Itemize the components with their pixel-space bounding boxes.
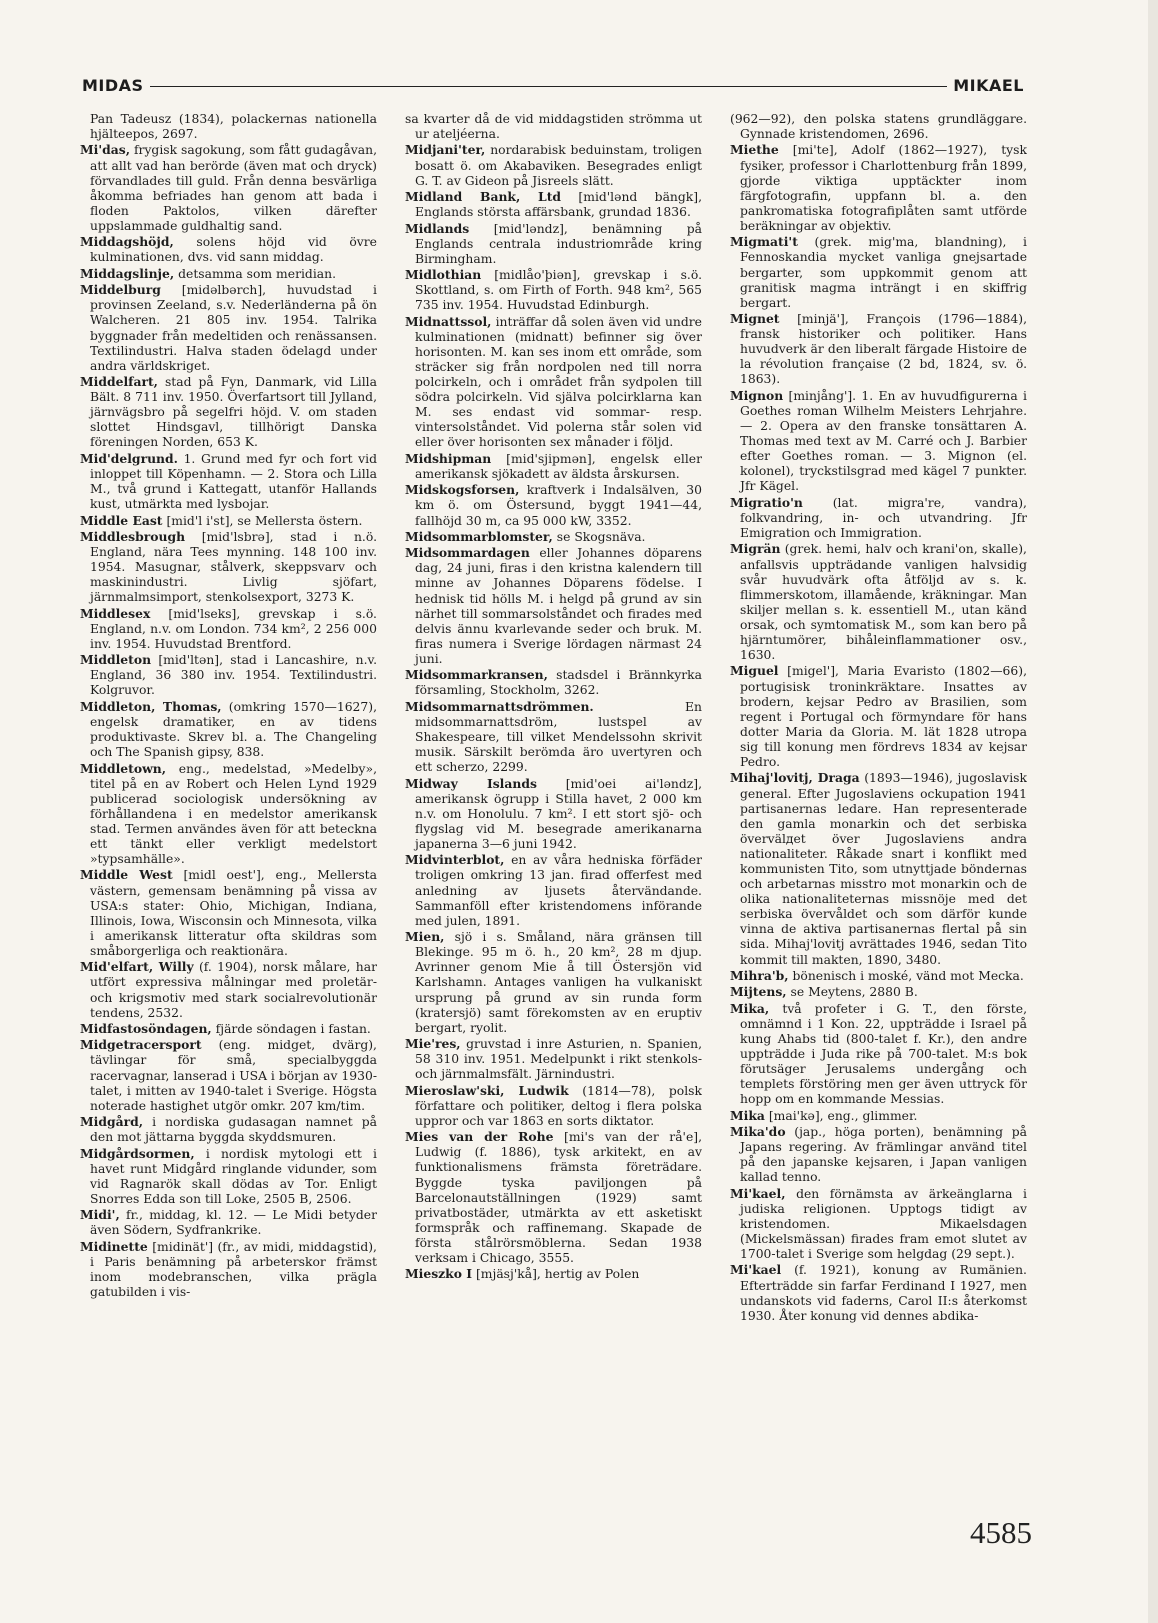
dictionary-entry [80,652,377,698]
entry-text: [migel'], Maria Evaristo (1802—66), portugisisk troninkräktare. Insattes av brodern, kejsar Pedro av Brasilien, som regent i Portugal och förmyndare för hans dotter Maria da Gloria. M. lät 1828 utropa sig till konung men fördrevs 1834 av kejsar Pedro. [740,664,1027,770]
entry-text: [midinät'] (fr., av midi, middagstid), i Paris benämning på arbeterskor främst inom modebranschen, vilka prägla gatubilden i vis- [90,1239,377,1300]
entry-text: [mid'l i'st], se Mellersta östern. [166,513,363,528]
dictionary-entry [405,1129,702,1266]
entry-headword: Middleton, Thomas, [80,698,222,714]
dictionary-entry [730,541,1027,663]
running-head-rule [150,86,948,87]
entry-text: (jap., höga porten), benämning på Japans regering. Av främlingar använd titel på den japanske kejsaren, i Japan vanligen kallad tenno. [740,1125,1027,1185]
entry-headword: Mignon [730,387,784,403]
entry-headword: Midi', [80,1207,120,1223]
entry-headword: Middle West [80,867,173,883]
dictionary-entry [405,314,702,451]
entry-headword: Miguel [730,663,779,679]
dictionary-entry [405,667,702,698]
entry-headword: Middletown, [80,760,166,776]
entry-headword: Middlesbrough [80,528,186,544]
entry-text: [midlåo'þiən], grevskap i s.ö. Skottland, s. om Firth of Forth. 948 km², 565 735 inv. 1954. Huvudstad Edinburgh. [415,268,702,313]
entry-text: eng., medelstad, »Medelby», titel på en av Robert och Helen Lynd 1929 publicerad sociologisk undersökning av förhållandena i en medelstor amerikansk stad. Termen användes även för att beteckna ett tänkt eller verkligt medelstort »typsamhälle». [90,761,377,867]
entry-headword: Mies van der Rohe [405,1129,554,1145]
entry-headword: Mieszko I [405,1266,473,1282]
entry-headword: Mid'delgrund. [80,450,178,466]
running-head [82,75,1024,95]
entry-headword: Mika'do [730,1124,786,1140]
entry-headword: Midway Islands [405,775,537,791]
entry-headword: Midsommarblomster, [405,528,553,544]
entry-text: (1814—78), polsk författare och politiker, deltog i flera polska uppror och var 1863 en sorts diktator. [415,1083,702,1128]
entry-headword: Mid'elfart, Willy [80,959,194,975]
entry-headword: Midinette [80,1238,148,1254]
entry-text: [mid'sjipmən], engelsk eller amerikansk sjökadett av äldsta årskursen. [415,451,702,481]
dictionary-entry [405,142,702,188]
dictionary-entry [730,234,1027,310]
entry-text: fjärde söndagen i fastan. [215,1021,371,1036]
entry-headword: Mi'kael, [730,1185,786,1201]
entry-text: [mid'ləndz], benämning på Englands centrala industriområde kring Birmingham. [415,221,702,266]
column-2 [405,112,702,1452]
entry-text: se Skogsnäva. [556,529,646,544]
dictionary-entry [405,529,702,545]
entry-text: [mai'kə], eng., glimmer. [768,1108,918,1123]
dictionary-entry [80,374,377,450]
dictionary-entry [730,112,1027,142]
entry-text: [mid'lsbrə], stad i n.ö. England, nära Tees mynning. 148 100 inv. 1954. Masugnar, stålverk, skeppsvarv och maskinindustri. Livlig sjöfart, järnmalmsimport, stenkolsexport, 3273 K. [90,529,377,605]
dictionary-entry [730,388,1027,495]
entry-text: stadsdel i Brännkyrka församling, Stockholm, 3262. [415,668,702,698]
page-edge [1148,0,1158,1623]
entry-headword: Middelfart, [80,374,158,390]
entry-headword: Middagslinje, [80,265,175,281]
entry-text: [mid'ltən], stad i Lancashire, n.v. England, 36 380 inv. 1954. Textilindustri. Kolgruvor. [90,653,377,698]
dictionary-entry [80,513,377,529]
entry-headword: Middle East [80,512,163,528]
entry-text: stad på Fyn, Danmark, vid Lilla Bält. 8 711 inv. 1950. Överfartsort till Jylland, järnvägsbro på segelfri höjd. V. om staden slottet Hindsgavl, tillhörigt Danska föreningen Norden, 653 K. [90,375,377,450]
entry-text: inträffar då solen även vid undre kulminationen (midnatt) befinner sig över horisonten. M. kan ses inom ett område, som sträcker sig från nordpolen ned till norra polcirkeln, och i området från sydpolen till södra polcirkeln. Vid själva polcirklarna kan M. ses endast vid sommar- resp. vintersolståndet. Vid polerna står solen vid eller över horisonten sex månader i följd. [415,314,702,450]
entry-text: solens höjd vid övre kulminationen, dvs. vid sann middag. [90,235,377,265]
entry-headword: Midvinterblot, [405,852,505,868]
entry-headword: Midfastosöndagen, [80,1020,212,1036]
dictionary-entry [730,1001,1027,1108]
dictionary-entry [405,1083,702,1129]
entry-text: [minjä'], François (1796—1884), fransk historiker och politiker. Hans huvudverk är den liberalt färgade Histoire de la révolution française (2 bd, 1824, sv. ö. 1863). [740,312,1027,387]
dictionary-entry [405,1036,702,1082]
entry-text: [minjång']. 1. En av huvudfigurerna i Goethes roman Wilhelm Meisters Lehrjahre. — 2. Opera av den franske tonsättaren A. Thomas med text av M. Carré och J. Barbier efter Goethes roman. — 3. Mignon (el. kolonel), tryckstilsgrad med kägel 7 punkter. Jfr Kägel. [740,388,1027,494]
text-columns [80,112,1027,1452]
entry-text: (eng. midget, dvärg), tävlingar för små, specialbyggda racervagnar, lanserad i USA i början av 1930-talet, i mitten av 1940-talet i Sverige. Högsta noterade hastighet utgör omkr. 207 km/tim. [90,1038,377,1113]
entry-headword: Mie'res, [405,1036,461,1052]
entry-text: [mid'lənd bängk], Englands största affärsbank, grundad 1836. [415,190,702,220]
dictionary-entry [405,1266,702,1282]
dictionary-entry [730,968,1027,984]
dictionary-entry [730,1262,1027,1323]
dictionary-entry [405,267,702,313]
entry-headword: Mijtens, [730,984,787,1000]
dictionary-entry [730,142,1027,234]
entry-text: detsamma som meridian. [178,266,336,281]
dictionary-entry [80,699,377,760]
entry-headword: Middagshöjd, [80,234,174,250]
entry-text: (omkring 1570—1627), engelsk dramatiker, en av tidens produktivaste. Skrev bl. a. The Changeling och The Spanish gipsy, 838. [90,699,377,760]
entry-text: (1893—1946), jugoslavisk general. Efter Jugoslaviens ockupation 1941 partisanernas ledare. Han representerade den gamla monarkin och det serbiska övervälдet över Jugoslaviens andra nationaliteter. Råkade snart i konflikt med kommunisten Tito, som utnyttjade böndernas och arbetarnas misstro mot monarkin och de olika nationaliteternas missnöje med det serbiska övervåldet och som därför kunde vinna de aktiva partisanernas flertal på sin sida. Mihaj'lovitj avrättades 1946, sedan Tito kommit till makten, 1890, 3480. [740,771,1027,967]
entry-text: kraftverk i Indalsälven, 30 km ö. om Östersund, byggt 1941—44, fallhöjd 30 m, ca 95 000 kW, 3352. [415,483,702,528]
entry-headword: Migrän [730,541,781,557]
dictionary-entry [80,266,377,282]
dictionary-entry [80,867,377,959]
dictionary-entry [730,1108,1027,1124]
dictionary-entry [80,529,377,605]
column-1 [80,112,377,1452]
dictionary-entry [80,1239,377,1300]
dictionary-entry [405,852,702,928]
page-number: 4585 [970,1515,1032,1550]
entry-headword: Midsommarnattsdrömmen. [405,698,594,714]
entry-headword: Midlothian [405,267,482,283]
entry-text: [mi's van der rå'e], Ludwig (f. 1886), tysk arkitekt, en av funktionalismens främsta företrädare. Byggde tyska paviljongen på Barcelonautställningen (1929) samt privatbostäder, utmärkta av ett asketiskt formspråk och raffinemang. Skapade de första stålrörsmöblerna. Sedan 1938 verksam i Chicago, 3555. [415,1130,702,1265]
entry-text: eller Johannes döparens dag, 24 juni, firas i den kristna kalendern till minne av Johannes Döparens födelse. I hednisk tid hölls M. i helgd på grund av sin närhet till sommarsolståndet och firades med delvis ännu kvarlevande seder och bruk. M. firas numera i Sverige lördagen närmast 24 juni. [415,546,702,666]
entry-headword: Miethe [730,142,779,158]
dictionary-entry [405,112,702,142]
dictionary-entry [80,1037,377,1113]
entry-headword: Middleton [80,652,152,668]
dictionary-entry [730,495,1027,541]
entry-headword: Midgårdsormen, [80,1145,195,1161]
dictionary-entry [80,1207,377,1238]
dictionary-entry [80,959,377,1020]
dictionary-entry [405,482,702,528]
entry-text: (grek. mig'ma, blandning), i Fennoskandia mycket vanliga gnejsartade bergarter, som uppkommit genom att granitisk magma inträngt i en skiffrig bergart. [740,235,1027,310]
entry-text: [mid'oei ai'ləndz], amerikansk ögrupp i Stilla havet, 2 000 km n.v. om Honolulu. 7 km². I ett stort sjö- och flygslag vid M. besegrade amerikanarna japanerna 3—6 juni 1942. [415,776,702,851]
entry-text: se Meytens, 2880 B. [790,985,918,1000]
entry-text: [mjäsj'kå], hertig av Polen [475,1267,640,1282]
dictionary-entry [405,221,702,267]
entry-headword: Midgård, [80,1114,144,1130]
dictionary-entry [405,189,702,220]
dictionary-entry [80,112,377,142]
dictionary-entry [80,1021,377,1037]
entry-text: (grek. hemi, halv och krani'on, skalle), anfallsvis uppträdande vanligen halvsidig svår huvudvärk ofta åtföljd av s. k. flimmerskotom, illamående, kräkningar. Man skiljer mellan s. k. essentiell M., utan känd orsak, och symtomatisk M., som kan bero på hjärntumörer, bihåleinflammationer osv., 1630. [740,542,1027,663]
entry-headword: Midland Bank, Ltd [405,189,562,205]
entry-text: En midsommarnattsdröm, lustspel av Shakespeare, till vilket Mendelssohn skrivit musik. Särskilt berömda äro uvertyren och ett scherzo, 2299. [415,699,702,775]
dictionary-entry [405,699,702,775]
entry-headword: Midshipman [405,450,492,466]
entry-text: den förnämsta av ärkeänglarna i judiska religionen. Upptogs tidigt av kristendomen. Mikaelsdagen (Mickelsmässan) firades fram emot slutet av 1700-talet i Sverige som helgdag (29 sept.). [740,1186,1027,1262]
entry-headword: Midnattssol, [405,313,492,329]
entry-headword: Mika, [730,1000,770,1016]
entry-headword: Mi'kael [730,1262,782,1278]
entry-text: nordarabisk beduinstam, troligen bosatt ö. om Akabaviken. Besegrades enligt G. T. av Gideon på Jisreels slätt. [415,143,702,188]
dictionary-entry [80,142,377,234]
column-3 [730,112,1027,1452]
dictionary-entry [405,545,702,667]
entry-headword: Midgetracersport [80,1037,202,1053]
entry-headword: Midjani'ter, [405,142,486,158]
running-head-left: MIDAS [82,75,144,95]
dictionary-entry [80,1146,377,1207]
entry-text: (962—92), den polska statens grundläggare. Gynnade kristendomen, 2696. [730,112,1027,142]
dictionary-entry [80,1114,377,1145]
entry-text: gruvstad i inre Asturien, n. Spanien, 58 310 inv. 1951. Medelpunkt i rikt stenkols- och järnmalmsfält. Järnindustri. [415,1037,702,1082]
entry-headword: Mignet [730,311,780,327]
dictionary-entry [730,1124,1027,1185]
entry-text: bönenisch i moské, vänd mot Mecka. [792,968,1024,983]
entry-headword: Mieroslaw'ski, Ludwik [405,1082,569,1098]
dictionary-entry [80,234,377,265]
entry-text: sa kvarter då de vid middagstiden strömma ut ur ateljéerna. [405,112,702,142]
entry-text: i nordisk mytologi ett i havet runt Midgård ringlande vidunder, som vid Ragnarök skall dödas av Tor. Enligt Snorres Edda son till Loke, 2505 B, 2506. [90,1146,377,1206]
dictionary-entry [80,451,377,512]
entry-headword: Migratio'n [730,494,803,510]
dictionary-entry [405,451,702,482]
dictionary-entry [80,761,377,868]
entry-headword: Mi'das, [80,142,131,158]
dictionary-entry [730,311,1027,387]
dictionary-entry [405,929,702,1036]
entry-headword: Middelburg [80,282,161,298]
entry-headword: Mihaj'lovitj, Draga [730,770,860,786]
dictionary-entry [80,282,377,374]
entry-text: [mid'lseks], grevskap i s.ö. England, n.v. om London. 734 km², 2 256 000 inv. 1954. Huvudstad Brentford. [90,606,377,651]
entry-text: Pan Tadeusz (1834), polackernas nationella hjälteepos, 2697. [90,112,377,142]
running-head-right: MIKAEL [953,75,1024,95]
entry-headword: Midlands [405,220,470,236]
entry-text: i nordiska gudasagan namnet på den mot jättarna byggda skyddsmuren. [90,1115,377,1145]
entry-text: [midl oest'], eng., Mellersta västern, gemensam benämning på vissa av USA:s stater: Ohio, Michigan, Indiana, Illinois, Iowa, Wisconsin och Minnesota, vilka i amerikansk litteratur ofta skildras som småborgerliga och reaktionära. [90,868,377,958]
entry-headword: Middlesex [80,605,151,621]
entry-headword: Midskogsforsen, [405,482,520,498]
entry-headword: Mihra'b, [730,967,789,983]
entry-text: 1. Grund med fyr och fort vid inloppet till Köpenhamn. — 2. Stora och Lilla M., två grund i Kattegatt, utanför Hallands kust, utmärkta med lysbojar. [90,451,377,512]
entry-text: frygisk sagokung, som fått gudagåvan, att allt vad han berörde (även mat och dryck) förvandlades till guld. Från denna besvärliga åkomma befriades han genom att bada i floden Paktolos, vilken därefter uppslammade guldhaltig sand. [90,143,377,233]
dictionary-entry [730,1186,1027,1262]
entry-text: två profeter i G. T., den förste, omnämnd i 1 Kon. 22, uppträdde i Israel på kung Ahabs tid (800-talet f. Kr.), den andre uppträdde i Juda rike på 700-talet. M:s bok förutsäger Jerusalems undergång och templets förstöring men ger även uttryck för hopp om en kommande Messias. [740,1001,1027,1107]
entry-text: [mi'te], Adolf (1862—1927), tysk fysiker, professor i Charlottenburg från 1899, gjorde viktiga upptäckter inom färgfotografin, uppfann bl. a. den pankromatiska fotografiplåten samt utförde beräkningar av objektiv. [740,143,1027,233]
entry-text: (f. 1921), konung av Rumänien. Efterträdde sin farfar Ferdinand I 1927, men undanskots vid faderns, Carol II:s återkomst 1930. Åter konung vid dennes abdika- [740,1263,1027,1323]
entry-headword: Mien, [405,929,445,945]
entry-text: en av våra hedniska förfäder troligen omkring 13 jan. firad offerfest med anledning av ljusets återvändande. Sammanföll efter kristendomens införande med julen, 1891. [415,853,702,928]
entry-headword: Mika [730,1107,765,1123]
entry-text: (lat. migra're, vandra), folkvandring, in- och utvandring. Jfr Emigration och Immigration. [740,495,1027,541]
entry-text: sjö i s. Småland, nära gränsen till Blekinge. 95 m ö. h., 20 km², 28 m djup. Avrinner genom Mie å till Östersjön vid Karlshamn. Antages vanligen ha vulkaniskt ursprung på grund av sin runda form (kratersjö) samt förekomsten av en eruptiv bergart, ryolit. [415,930,702,1035]
dictionary-entry [730,663,1027,770]
dictionary-entry [730,770,1027,967]
dictionary-entry [730,984,1027,1000]
dictionary-entry [80,606,377,652]
entry-headword: Midsommardagen [405,545,530,561]
entry-text: (f. 1904), norsk målare, har utfört expressiva målningar med proletär- och krigsmotiv med stark socialrevolutionär tendens, 2532. [90,960,377,1020]
entry-headword: Midsommarkransen, [405,667,548,683]
dictionary-entry [405,776,702,852]
entry-text: fr., middag, kl. 12. — Le Midi betyder även Södern, Sydfrankrike. [90,1208,377,1238]
entry-headword: Migmati't [730,234,798,250]
entry-text: [midəlbərch], huvudstad i provinsen Zeeland, s.v. Nederländerna på ön Walcheren. 21 805 inv. 1954. Talrika byggnader från medeltiden och renässansen. Textilindustri. Halva staden ödelagd under andra världskriget. [90,283,377,373]
